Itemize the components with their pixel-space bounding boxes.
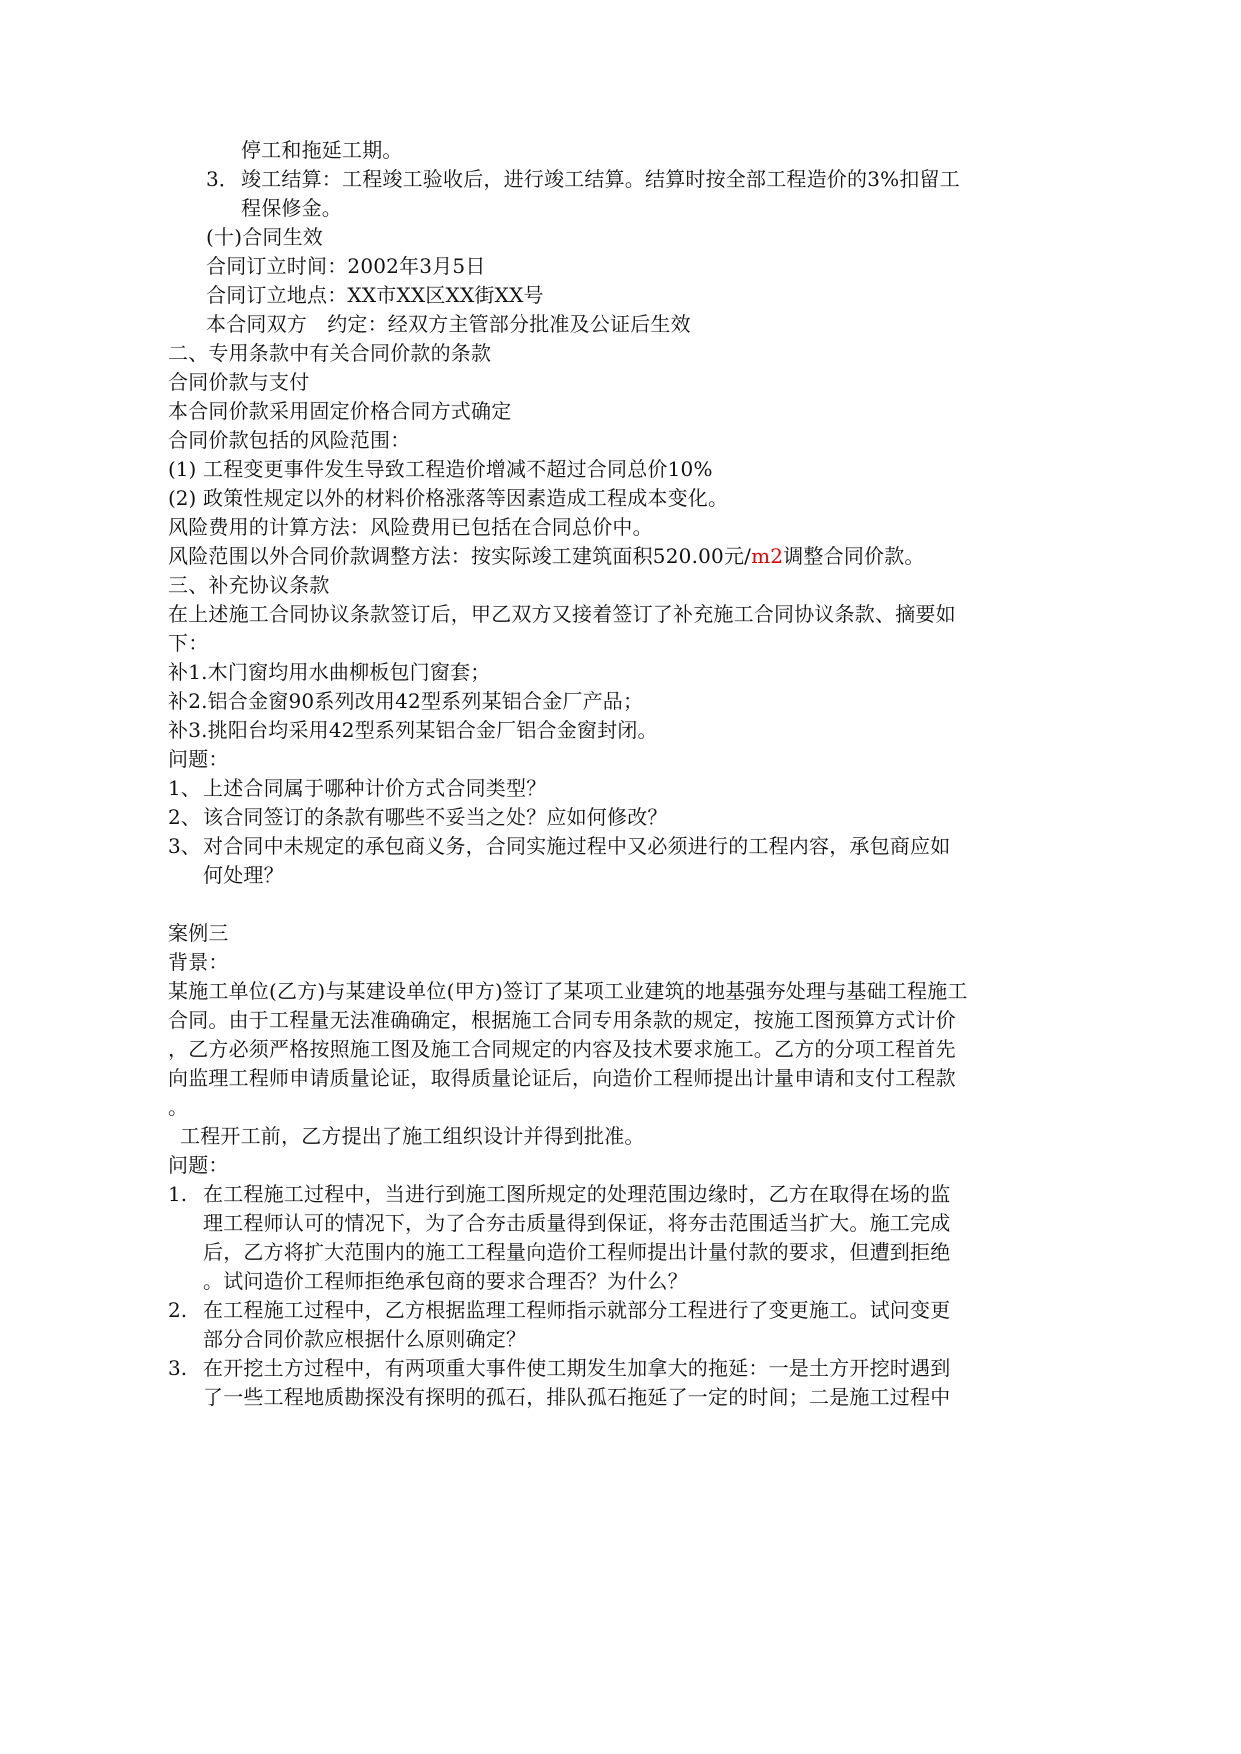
text-line: 工程变更事件发生导致工程造价增减不超过合同总价10% bbox=[203, 457, 713, 481]
text-line: 上述合同属于哪种计价方式合同类型？ bbox=[203, 776, 547, 800]
text-line: 问题： bbox=[168, 747, 229, 771]
text-line: 合同。由于工程量无法准确确定，根据施工合同专用条款的规定，按施工图预算方式计价 bbox=[168, 1008, 956, 1032]
highlight-unit: m2 bbox=[751, 544, 784, 568]
text-line: 合同价款与支付 bbox=[168, 370, 310, 394]
text-line: 竣工结算：工程竣工验收后，进行竣工结算。结算时按全部工程造价的3%扣留工 bbox=[241, 167, 960, 191]
text-line: 在工程施工过程中，乙方根据监理工程师指示就部分工程进行了变更施工。试问变更 bbox=[203, 1298, 951, 1322]
text-line: 合同订立地点：XX市XX区XX街XX号 bbox=[206, 283, 544, 307]
text-line: 背景： bbox=[168, 950, 229, 974]
list-number: 2、 bbox=[168, 805, 201, 829]
text-line: 部分合同价款应根据什么原则确定？ bbox=[203, 1327, 527, 1351]
section-heading: 二、专用条款中有关合同价款的条款 bbox=[168, 341, 492, 365]
list-number: 2. bbox=[168, 1298, 188, 1322]
text-line: 政策性规定以外的材料价格涨落等因素造成工程成本变化。 bbox=[203, 486, 729, 510]
text-line: 本合同双方 约定：经双方主管部分批准及公证后生效 bbox=[206, 312, 691, 336]
text-line: 补3.挑阳台均采用42型系列某铝合金厂铝合金窗封闭。 bbox=[168, 718, 658, 742]
text-line: 在上述施工合同协议条款签订后，甲乙双方又接着签订了补充施工合同协议条款、摘要如 bbox=[168, 602, 956, 626]
text-line: 工程开工前，乙方提出了施工组织设计并得到批准。 bbox=[180, 1124, 645, 1148]
text-line: 理工程师认可的情况下，为了合夯击质量得到保证，将夯击范围适当扩大。施工完成 bbox=[203, 1211, 951, 1235]
section-heading: 三、补充协议条款 bbox=[168, 573, 330, 597]
text-line: 在工程施工过程中，当进行到施工图所规定的处理范围边缘时，乙方在取得在场的监 bbox=[203, 1182, 951, 1206]
section-heading: 案例三 bbox=[168, 921, 229, 945]
text-line: 对合同中未规定的承包商义务，合同实施过程中又必须进行的工程内容，承包商应如 bbox=[203, 834, 951, 858]
text-line: 在开挖土方过程中，有两项重大事件使工期发生加拿大的拖延：一是土方开挖时遇到 bbox=[203, 1356, 951, 1380]
text-span: 风险范围以外合同价款调整方法：按实际竣工建筑面积520.00元/ bbox=[168, 544, 752, 568]
list-number: 3、 bbox=[168, 834, 201, 858]
list-number: 1、 bbox=[168, 776, 201, 800]
list-number: (1) bbox=[168, 457, 197, 481]
text-line: 下： bbox=[168, 631, 209, 655]
text-line: 了一些工程地质勘探没有探明的孤石，排队孤石拖延了一定的时间；二是施工过程中 bbox=[203, 1385, 951, 1409]
text-line: 向监理工程师申请质量论证，取得质量论证后，向造价工程师提出计量申请和支付工程款 bbox=[168, 1066, 956, 1090]
section-heading: (十)合同生效 bbox=[206, 225, 324, 249]
text-line: 停工和拖延工期。 bbox=[241, 138, 403, 162]
text-line: ，乙方必须严格按照施工图及施工合同规定的内容及技术要求施工。乙方的分项工程首先 bbox=[168, 1037, 956, 1061]
text-line: 补2.铝合金窗90系列改用42型系列某铝合金厂产品； bbox=[168, 689, 644, 713]
text-line: 问题： bbox=[168, 1153, 229, 1177]
text-line: 后，乙方将扩大范围内的施工工程量向造价工程师提出计量付款的要求，但遭到拒绝 bbox=[203, 1240, 951, 1264]
text-line: 风险费用的计算方法：风险费用已包括在合同总价中。 bbox=[168, 515, 653, 539]
text-line: 合同订立时间：2002年3月5日 bbox=[206, 254, 486, 278]
list-number: 3． bbox=[206, 167, 239, 191]
text-line: 。 bbox=[168, 1095, 189, 1119]
text-line: 该合同签订的条款有哪些不妥当之处？应如何修改？ bbox=[203, 805, 668, 829]
list-number: (2) bbox=[168, 486, 197, 510]
list-number: 3. bbox=[168, 1356, 188, 1380]
text-line: 补1.木门窗均用水曲柳板包门窗套； bbox=[168, 660, 491, 684]
text-line bbox=[168, 543, 925, 569]
text-line: 。试问造价工程师拒绝承包商的要求合理否？为什么？ bbox=[203, 1269, 688, 1293]
text-line: 本合同价款采用固定价格合同方式确定 bbox=[168, 399, 512, 423]
text-line: 某施工单位(乙方)与某建设单位(甲方)签订了某项工业建筑的地基强夯处理与基础工程施工 bbox=[168, 979, 968, 1003]
text-span: 调整合同价款。 bbox=[783, 544, 925, 568]
text-line: 程保修金。 bbox=[241, 196, 342, 220]
text-line: 合同价款包括的风险范围： bbox=[168, 428, 411, 452]
list-number: 1. bbox=[168, 1182, 188, 1206]
text-line: 何处理？ bbox=[203, 863, 284, 887]
